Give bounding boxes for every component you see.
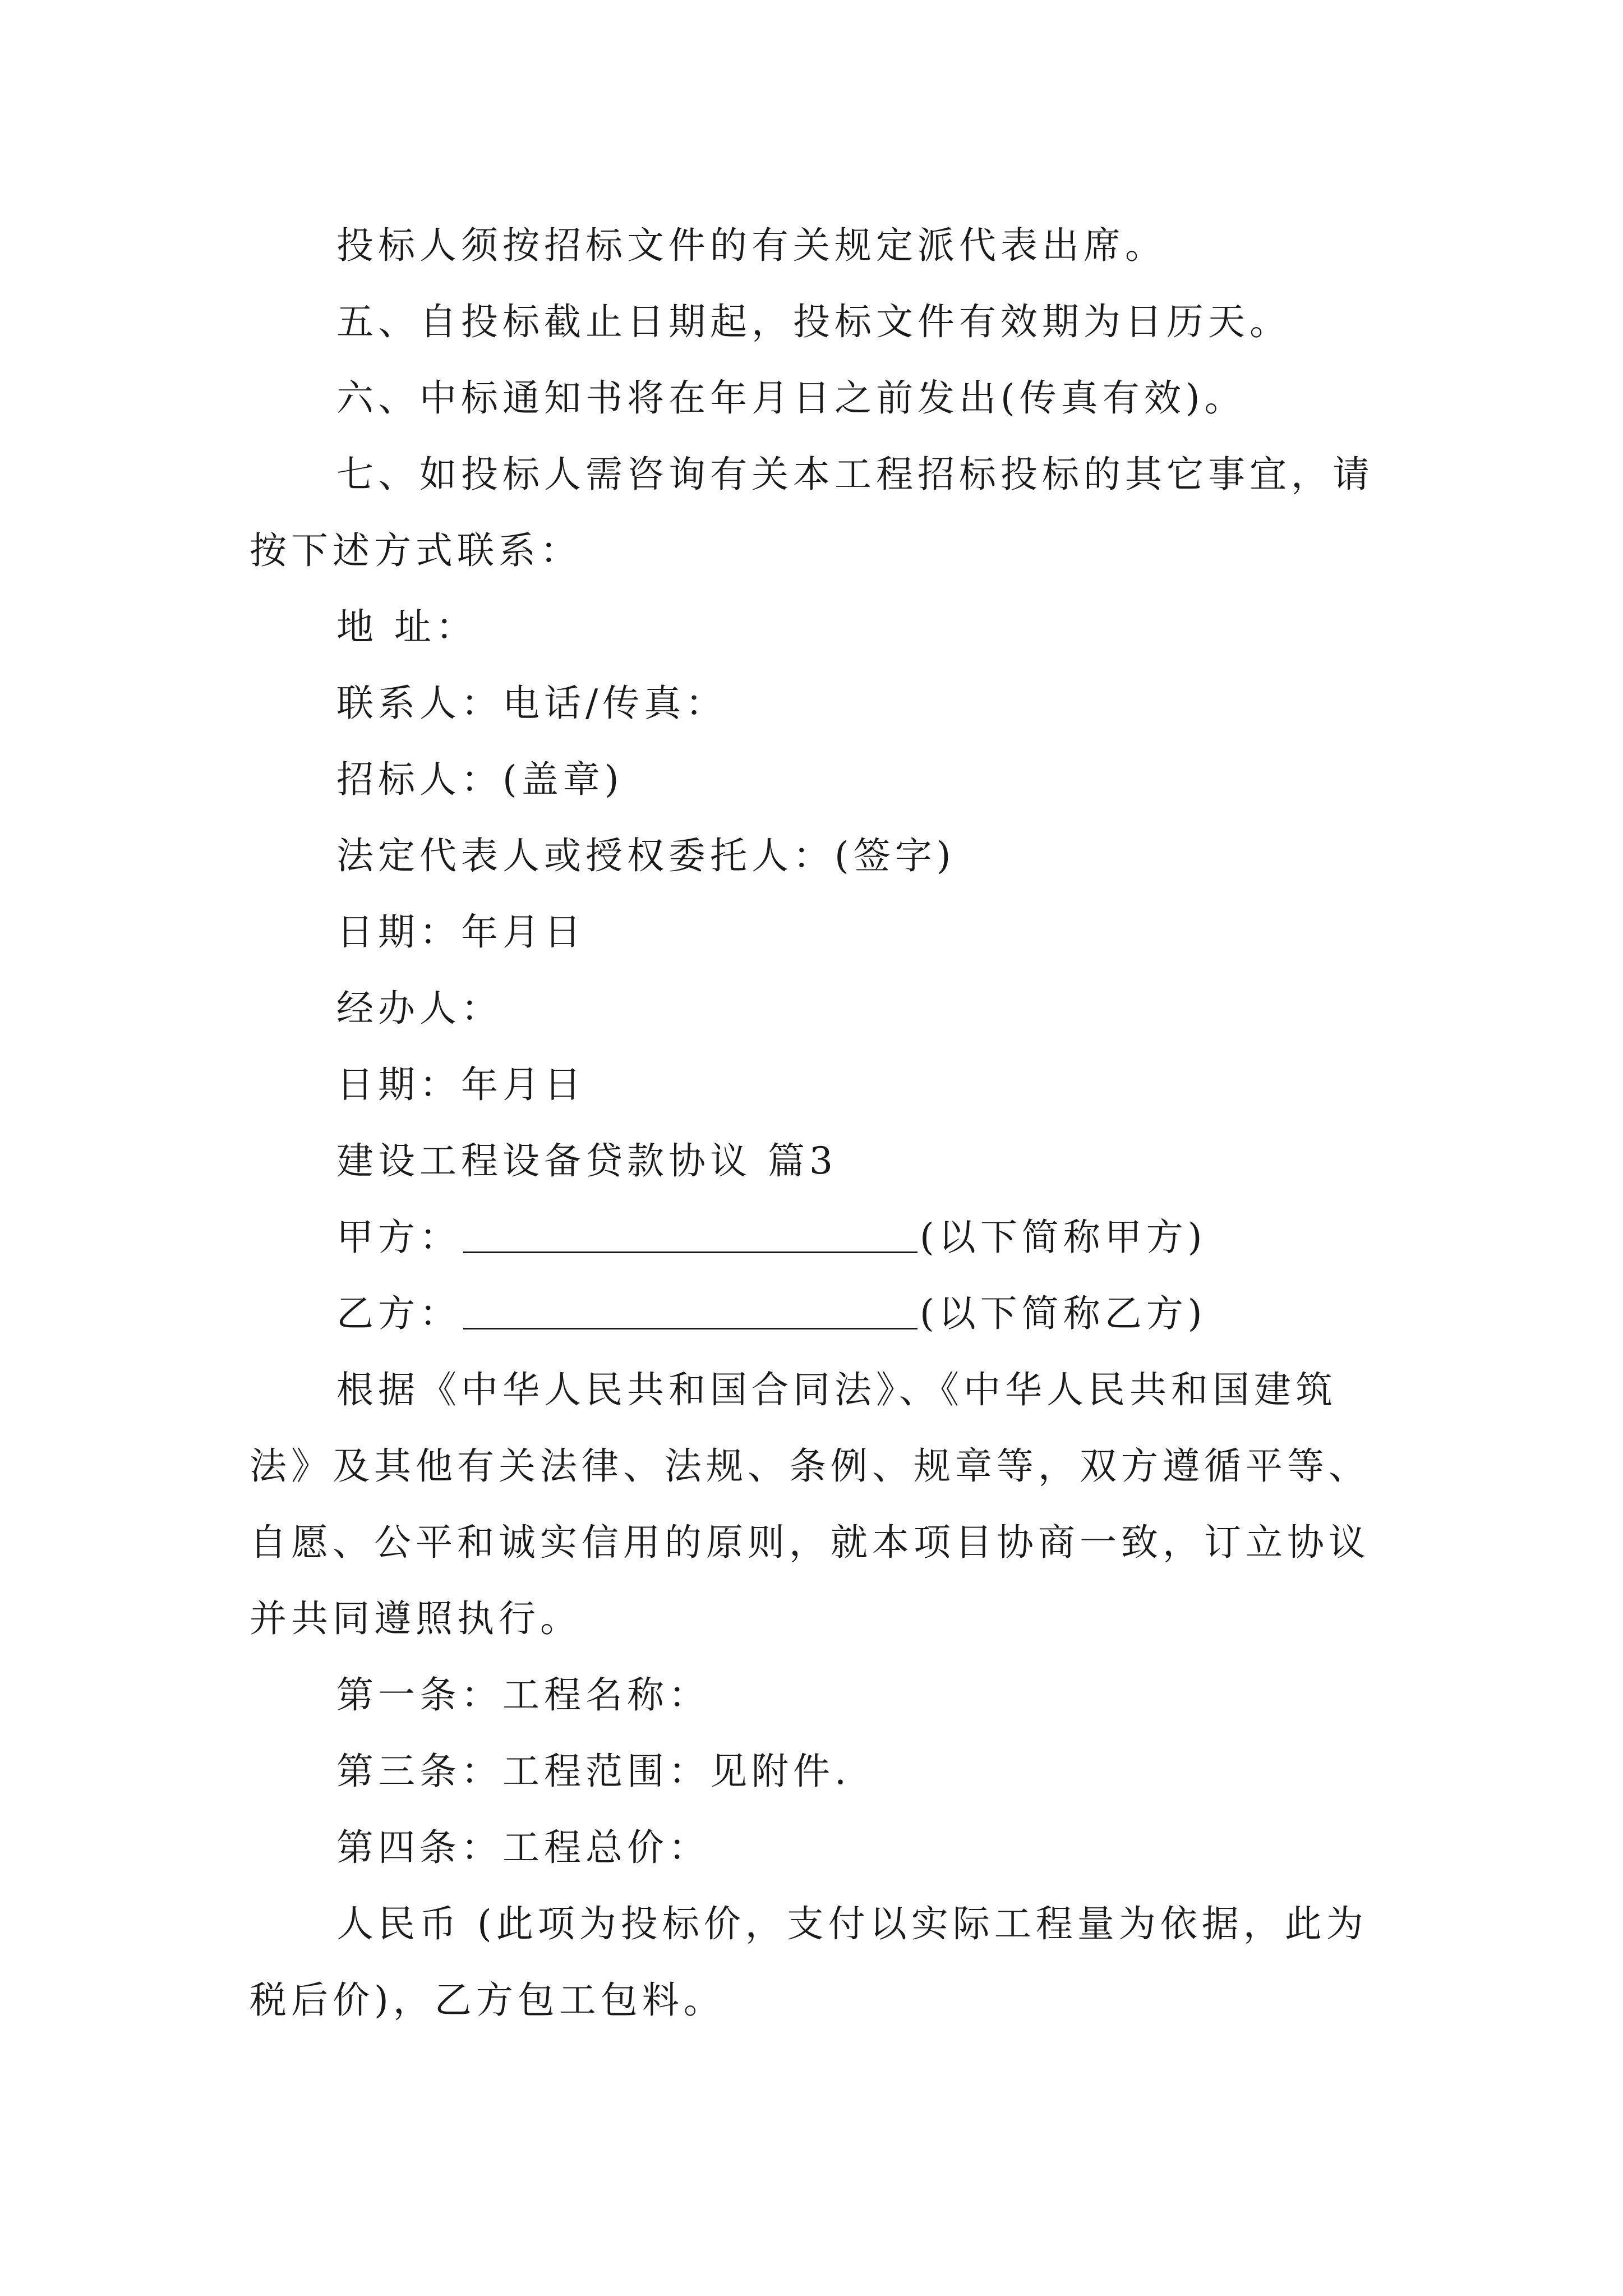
field-tenderer-seal: 招标人：(盖章)	[336, 758, 624, 801]
article-3-project-scope: 第三条：工程范围：见附件.	[336, 1750, 851, 1793]
article-1-project-name: 第一条：工程名称：	[336, 1673, 710, 1717]
field-date-2: 日期：年月日	[336, 1063, 585, 1106]
field-address: 地 址：	[336, 605, 477, 648]
party-b-line	[250, 1276, 1388, 1352]
paragraph-contact-intro: 七、如投标人需咨询有关本工程招标投标的其它事宜，请按下述方式联系：	[250, 453, 1374, 572]
paragraph-rmb-price-note: 人民币 (此项为投标价，支付以实际工程量为依据，此为税后价)，乙方包工包料。	[250, 1902, 1368, 2022]
article-4-total-price: 第四条：工程总价：	[336, 1826, 710, 1869]
party-b-suffix: (以下简称乙方)	[920, 1292, 1207, 1335]
document-body	[250, 208, 1388, 2039]
party-b-label: 乙方：	[336, 1292, 461, 1335]
party-a-suffix: (以下简称甲方)	[920, 1216, 1207, 1259]
field-contact-phone-fax: 联系人：电话/传真：	[336, 682, 727, 725]
field-legal-representative-signature: 法定代表人或授权委托人：(签字)	[336, 834, 956, 877]
party-a-line	[250, 1199, 1388, 1276]
section-heading-agreement: 建设工程设备贷款协议 篇3	[336, 1139, 837, 1182]
party-b-blank	[463, 1291, 917, 1329]
paragraph-legal-basis: 根据《中华人民共和国合同法》、《中华人民共和国建筑法》及其他有关法律、法规、条例、规章等，双方遵循平等、自愿、公平和诚实信用的原则，就本项目协商一致，订立协议并共同遵照执行。	[250, 1368, 1370, 1640]
paragraph-representative: 投标人须按招标文件的有关规定派代表出席。	[336, 224, 1166, 267]
paragraph-validity-period: 五、自投标截止日期起，投标文件有效期为日历天。	[336, 300, 1291, 343]
party-a-label: 甲方：	[336, 1216, 461, 1259]
field-handler: 经办人：	[336, 987, 502, 1030]
field-date-1: 日期：年月日	[336, 910, 585, 954]
party-a-blank	[463, 1214, 917, 1253]
paragraph-award-notice: 六、中标通知书将在年月日之前发出(传真有效)。	[336, 376, 1246, 420]
